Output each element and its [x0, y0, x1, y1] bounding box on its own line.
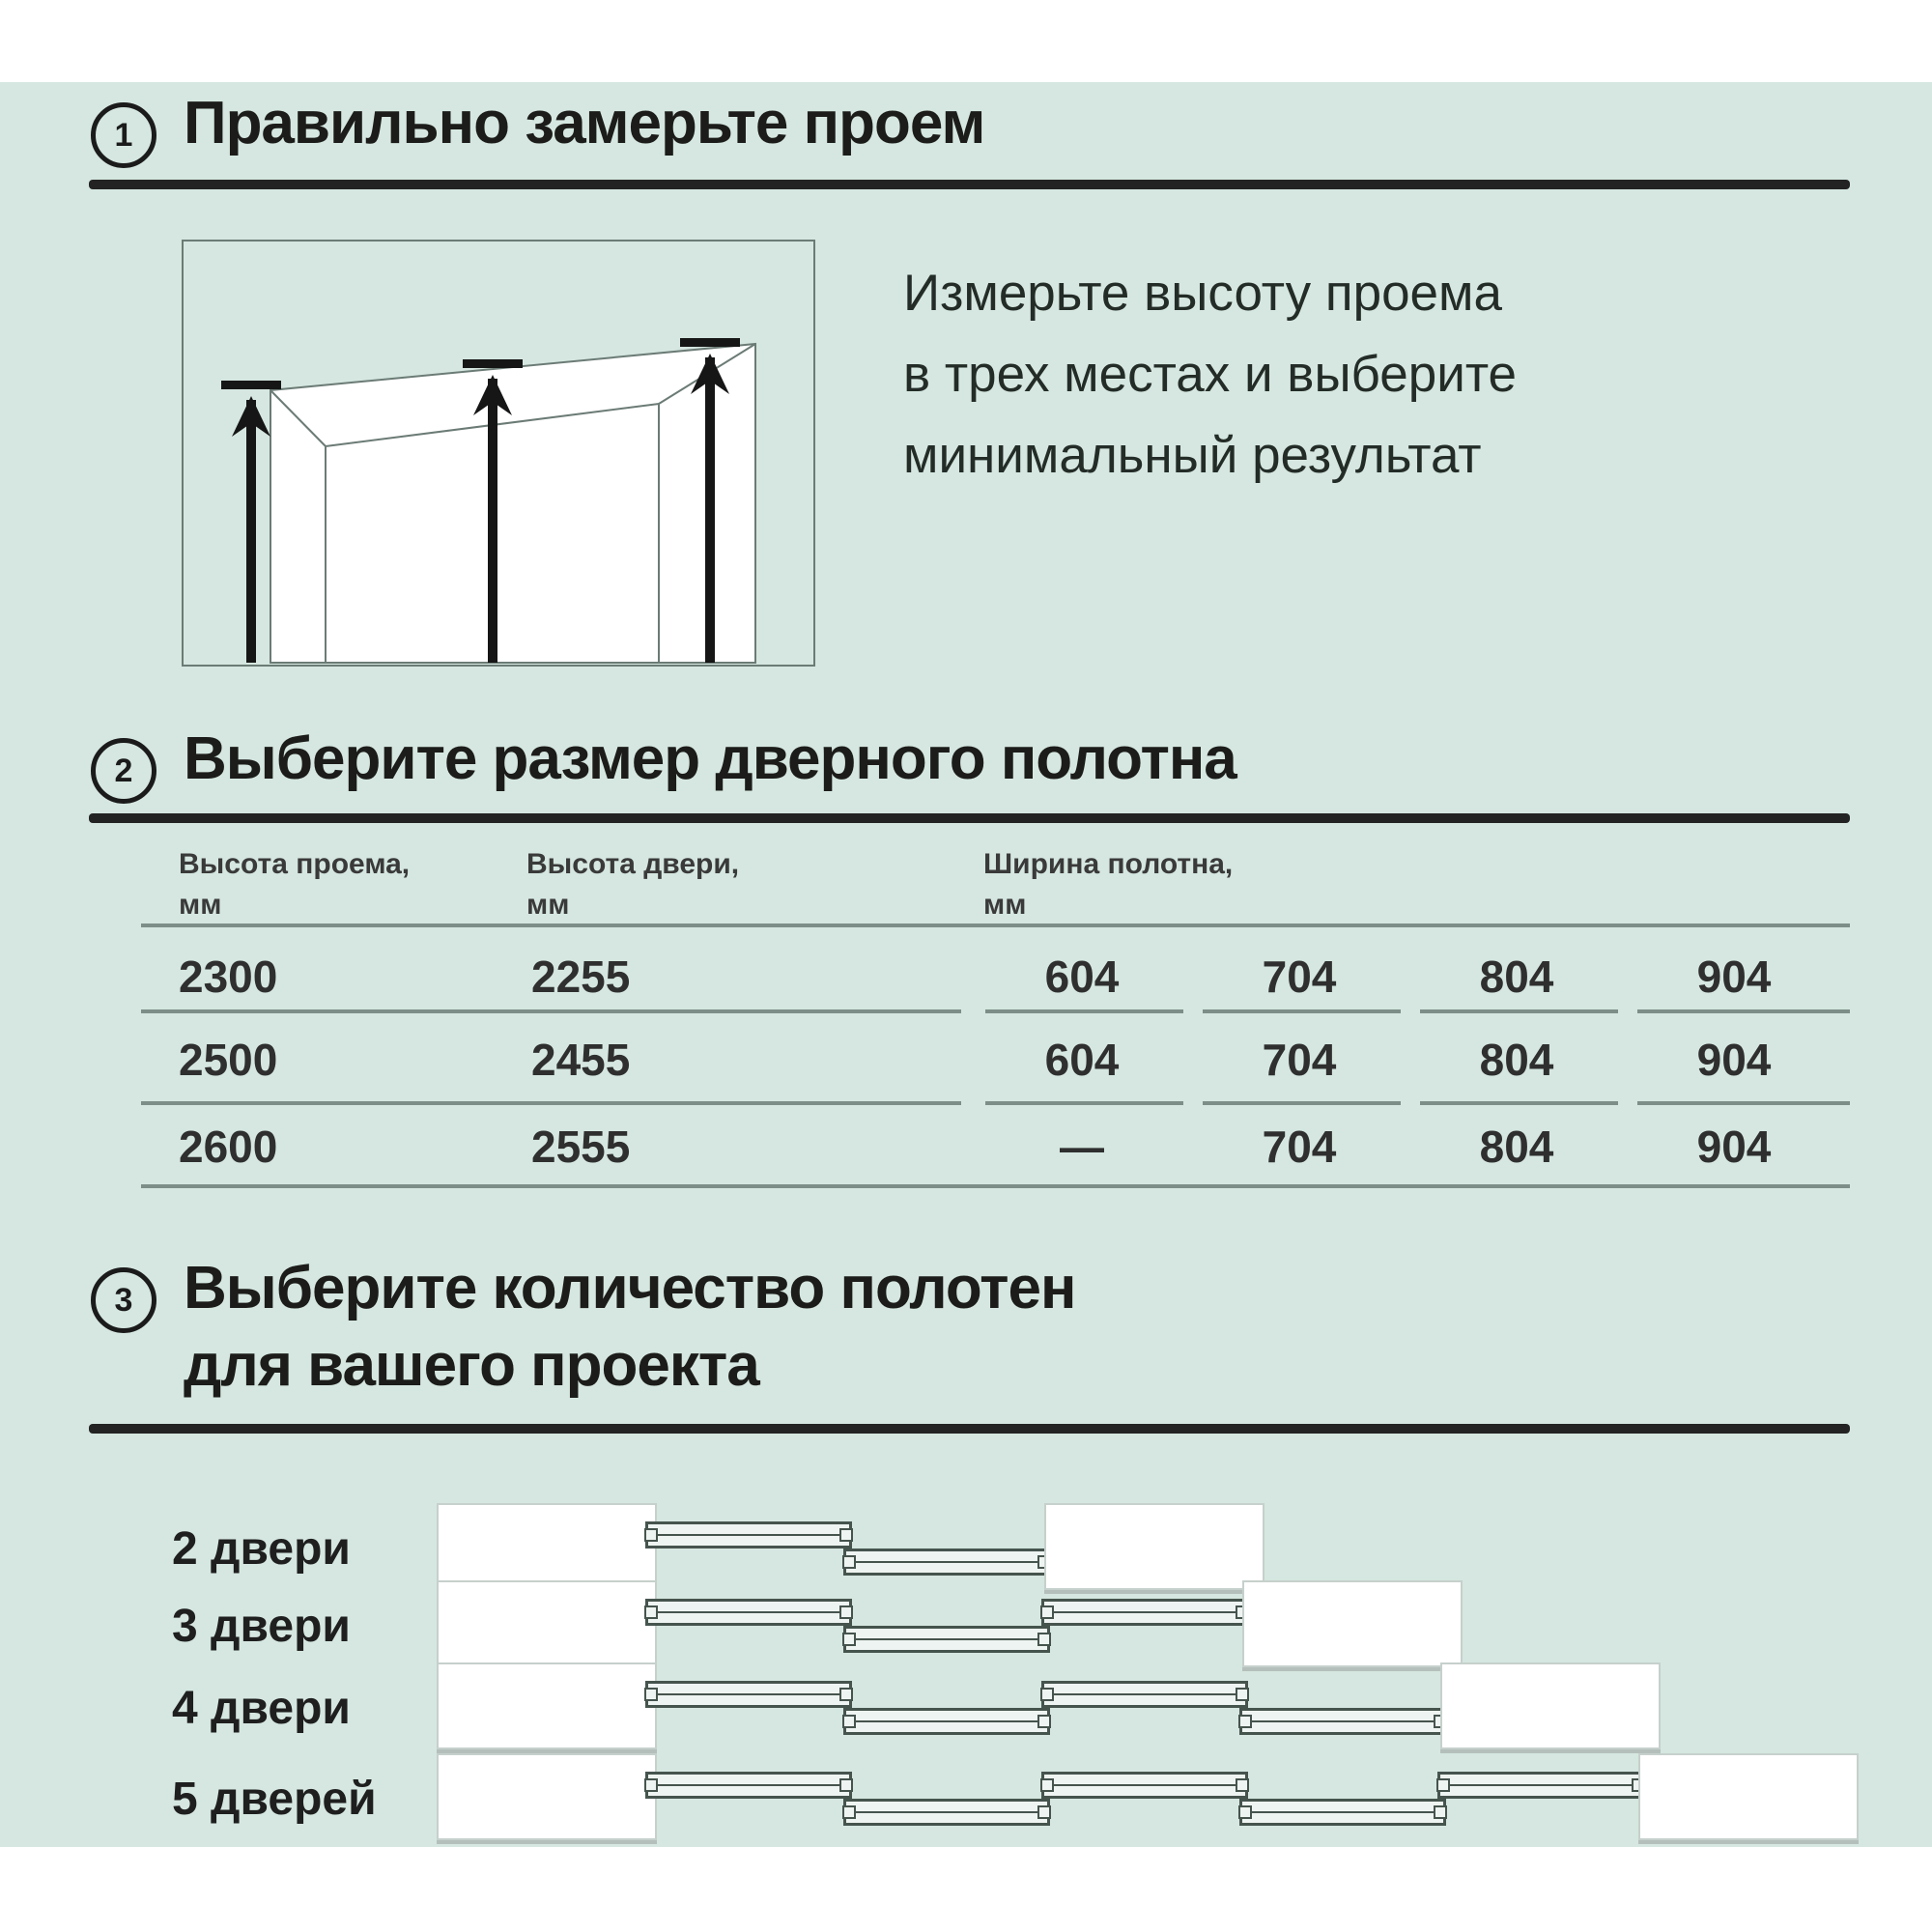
table-cell: 804 — [1479, 1035, 1554, 1085]
wall-segment-right — [1440, 1662, 1661, 1749]
door-panel — [645, 1772, 852, 1799]
row-separator — [141, 1101, 961, 1105]
table-cell-dash: — — [1060, 1122, 1104, 1172]
table-cell: 704 — [1262, 1035, 1337, 1085]
step-2-number: 2 — [114, 752, 133, 789]
row-separator — [1637, 1009, 1850, 1013]
wall-segment-left — [437, 1662, 657, 1749]
door-panel — [645, 1521, 852, 1548]
door-panel — [1239, 1708, 1446, 1735]
door-opening-diagram — [182, 240, 815, 671]
table-cell: 904 — [1696, 1122, 1772, 1172]
measure-diagram-svg — [182, 240, 815, 667]
doors-count-label: 5 дверей — [172, 1773, 377, 1825]
description-line: в трех местах и выберите — [903, 346, 1518, 403]
section-1-divider — [89, 180, 1850, 189]
row-separator — [1203, 1009, 1401, 1013]
table-cell: 2600 — [179, 1122, 278, 1172]
door-panel — [1437, 1772, 1644, 1799]
door-panel — [843, 1708, 1050, 1735]
door-panel — [645, 1681, 852, 1708]
row-separator — [141, 1009, 961, 1013]
table-cell: 904 — [1696, 1035, 1772, 1085]
table-bottom-line — [141, 1184, 1850, 1188]
row-separator — [985, 1009, 1183, 1013]
step-2-badge — [91, 738, 156, 804]
step-1-badge — [91, 102, 156, 168]
description-line: минимальный результат — [903, 427, 1482, 484]
step-1-number: 1 — [114, 116, 133, 154]
table-cell: 904 — [1696, 952, 1772, 1002]
door-panel — [843, 1548, 1050, 1576]
table-cell: 604 — [1044, 952, 1120, 1002]
table-cell: 2300 — [179, 952, 278, 1002]
wall-segment-right — [1638, 1753, 1859, 1840]
row-separator — [1203, 1101, 1401, 1105]
door-panel — [1041, 1599, 1248, 1626]
table-cell: 804 — [1479, 1122, 1554, 1172]
table-cell: 704 — [1262, 1122, 1337, 1172]
section-2-divider — [89, 813, 1850, 823]
door-panel — [1239, 1799, 1446, 1826]
table-cell: 604 — [1044, 1035, 1120, 1085]
row-separator — [985, 1101, 1183, 1105]
table-cell: 2455 — [531, 1035, 631, 1085]
doors-count-label: 3 двери — [172, 1600, 351, 1652]
door-panel — [843, 1799, 1050, 1826]
description-line: Измерьте высоту проема — [903, 265, 1502, 322]
door-panel — [1041, 1681, 1248, 1708]
doors-option-row — [0, 1660, 1932, 1756]
door-panel — [843, 1626, 1050, 1653]
section-3-title-line-2: для вашего проекта — [184, 1332, 759, 1399]
section-3-title-line-1: Выберите количество полотен — [184, 1255, 1076, 1321]
door-panel — [1041, 1772, 1248, 1799]
row-separator — [1420, 1009, 1618, 1013]
column-header-panel-width: Ширина полотна, мм — [983, 848, 1234, 921]
column-header-door-height: Высота двери, мм — [526, 848, 740, 921]
table-cell: 2255 — [531, 952, 631, 1002]
table-cell: 804 — [1479, 952, 1554, 1002]
section-2-title: Выберите размер дверного полотна — [184, 725, 1236, 792]
step-3-number: 3 — [114, 1281, 133, 1319]
column-header-opening-height: Высота проема, мм — [179, 848, 411, 921]
wall-segment-left — [437, 1753, 657, 1840]
wall-segment-right — [1242, 1580, 1463, 1667]
doors-count-label: 4 двери — [172, 1682, 351, 1734]
table-header-line — [141, 923, 1850, 927]
doors-count-label: 2 двери — [172, 1522, 351, 1575]
section-1-description — [903, 253, 1517, 497]
doors-option-row — [0, 1750, 1932, 1847]
wall-segment-left — [437, 1580, 657, 1667]
row-separator — [1420, 1101, 1618, 1105]
table-cell: 2500 — [179, 1035, 278, 1085]
table-cell: 704 — [1262, 952, 1337, 1002]
row-separator — [1637, 1101, 1850, 1105]
section-3-divider — [89, 1424, 1850, 1434]
table-cell: 2555 — [531, 1122, 631, 1172]
door-panel — [645, 1599, 852, 1626]
step-3-badge — [91, 1267, 156, 1333]
section-1-title: Правильно замерьте проем — [184, 90, 985, 156]
